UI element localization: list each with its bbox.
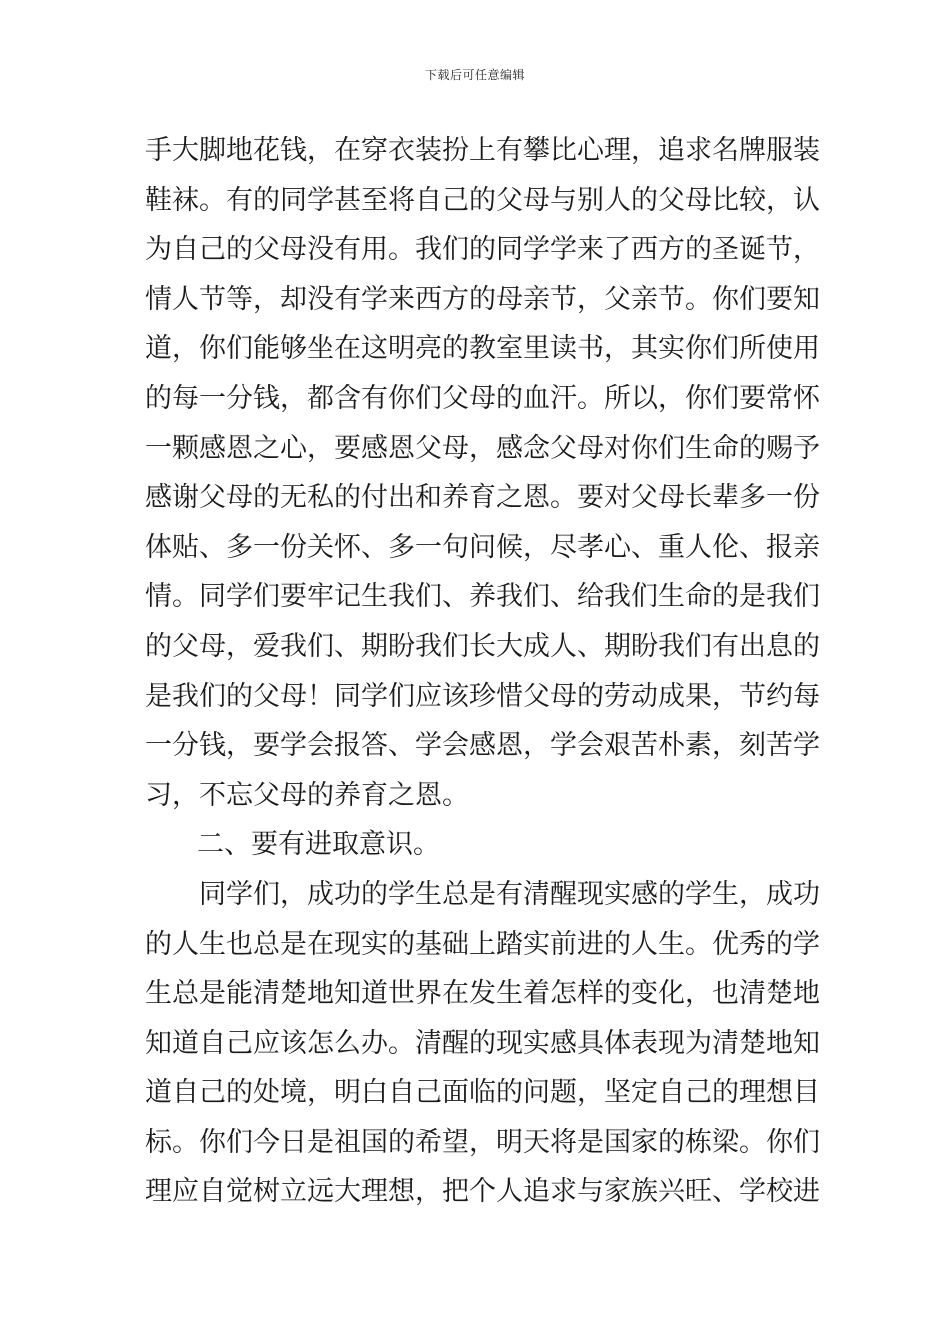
text-line: 生总是能清楚地知道世界在发生着怎样的变化，也清楚地	[145, 978, 820, 1010]
text-line: 为自己的父母没有用。我们的同学学来了西方的圣诞节，	[145, 234, 820, 266]
text-line: 习，不忘父母的养育之恩。	[145, 779, 469, 811]
text-line: 体贴、多一份关怀、多一句问候，尽孝心、重人伦、报亲	[145, 531, 820, 563]
page-header-note: 下载后可任意编辑	[424, 68, 525, 82]
text-line: 鞋袜。有的同学甚至将自己的父母与别人的父母比较，认	[145, 184, 820, 216]
text-line: 的父母，爱我们、期盼我们长大成人、期盼我们有出息的	[145, 630, 820, 662]
text-line: 的人生也总是在现实的基础上踏实前进的人生。优秀的学	[145, 928, 820, 960]
text-line: 是我们的父母！同学们应该珍惜父母的劳动成果，节约每	[145, 680, 820, 712]
text-line: 知道自己应该怎么办。清醒的现实感具体表现为清楚地知	[145, 1027, 820, 1059]
text-line: 感谢父母的无私的付出和养育之恩。要对父母长辈多一份	[145, 482, 820, 514]
text-line: 一颗感恩之心，要感恩父母，感念父母对你们生命的赐予	[145, 432, 820, 464]
text-line: 同学们，成功的学生总是有清醒现实感的学生，成功	[199, 878, 820, 910]
text-line: 情人节等，却没有学来西方的母亲节，父亲节。你们要知	[145, 283, 820, 315]
text-line: 手大脚地花钱，在穿衣装扮上有攀比心理，追求名牌服装	[145, 135, 820, 166]
text-line: 一分钱，要学会报答、学会感恩，学会艰苦朴素，刻苦学	[145, 730, 820, 762]
text-line: 理应自觉树立远大理想，把个人追求与家族兴旺、学校进	[145, 1176, 820, 1208]
section-heading: 二、要有进取意识。	[197, 829, 440, 861]
text-line: 情。同学们要牢记生我们、养我们、给我们生命的是我们	[145, 581, 820, 613]
text-line: 标。你们今日是祖国的希望，明天将是国家的栋梁。你们	[145, 1126, 820, 1158]
text-line: 的每一分钱，都含有你们父母的血汗。所以，你们要常怀	[145, 382, 820, 414]
document-body	[145, 126, 820, 1217]
text-line: 道，你们能够坐在这明亮的教室里读书，其实你们所使用	[145, 333, 820, 365]
text-line: 道自己的处境，明白自己面临的问题，坚定自己的理想目	[145, 1077, 820, 1109]
